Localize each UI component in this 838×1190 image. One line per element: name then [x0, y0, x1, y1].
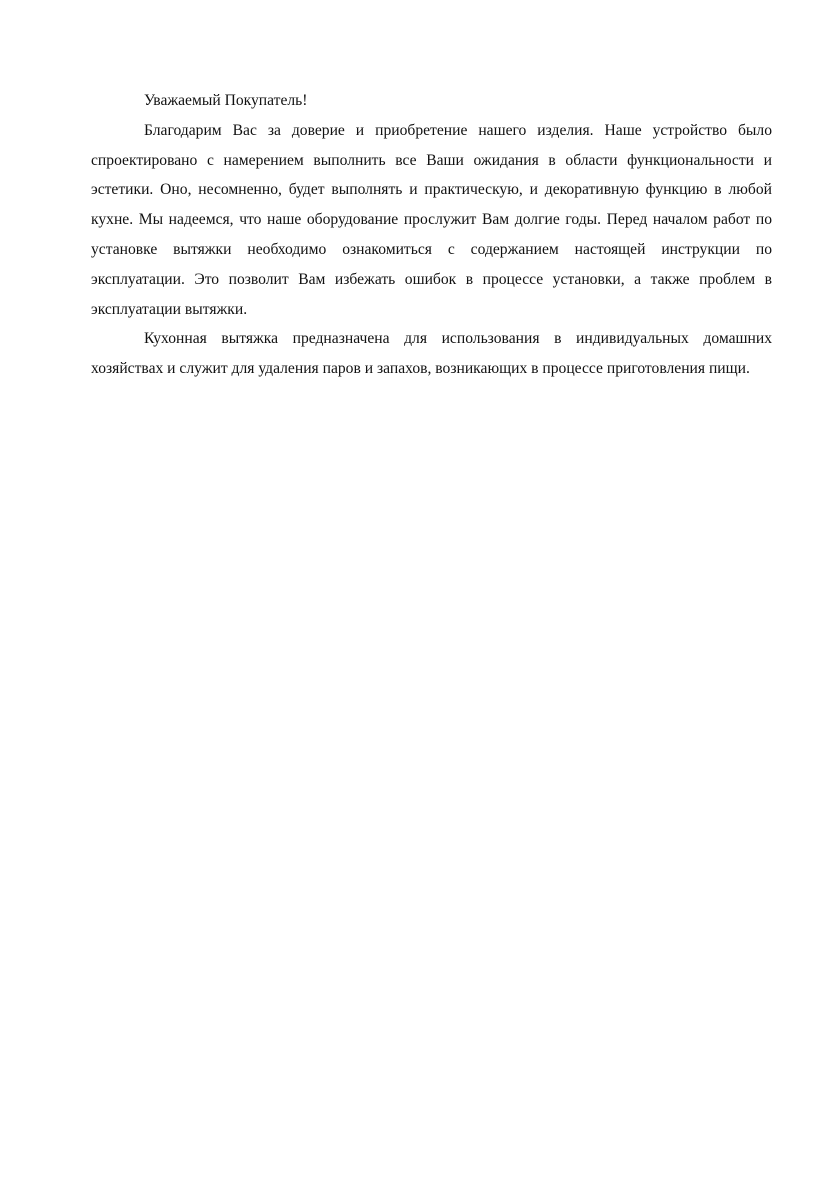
- paragraph-purpose: Кухонная вытяжка предназначена для использования в индивидуальных домашних хозяйствах и служит для удаления паров и запахов, возникающих в процессе приготовления пищи.: [91, 330, 772, 378]
- paragraph-thanks: Благодарим Вас за доверие и приобретение нашего изделия. Наше устройство было спроектировано с намерением выполнить все Ваши ожидания в области функциональности и эстетики. Оно, несомненно, будет выполнять и практическую, и декоративную функцию в любой кухне. Мы надеемся, что наше оборудование прослужит Вам долгие годы. Перед началом работ по установке вытяжки необходимо ознакомиться с содержанием настоящей инструкции по эксплуатации. Это позволит Вам избежать ошибок в процессе установки, а также проблем в эксплуатации вытяжки.: [91, 121, 772, 318]
- greeting: Уважаемый Покупатель!: [144, 92, 308, 109]
- document-body: [91, 86, 772, 384]
